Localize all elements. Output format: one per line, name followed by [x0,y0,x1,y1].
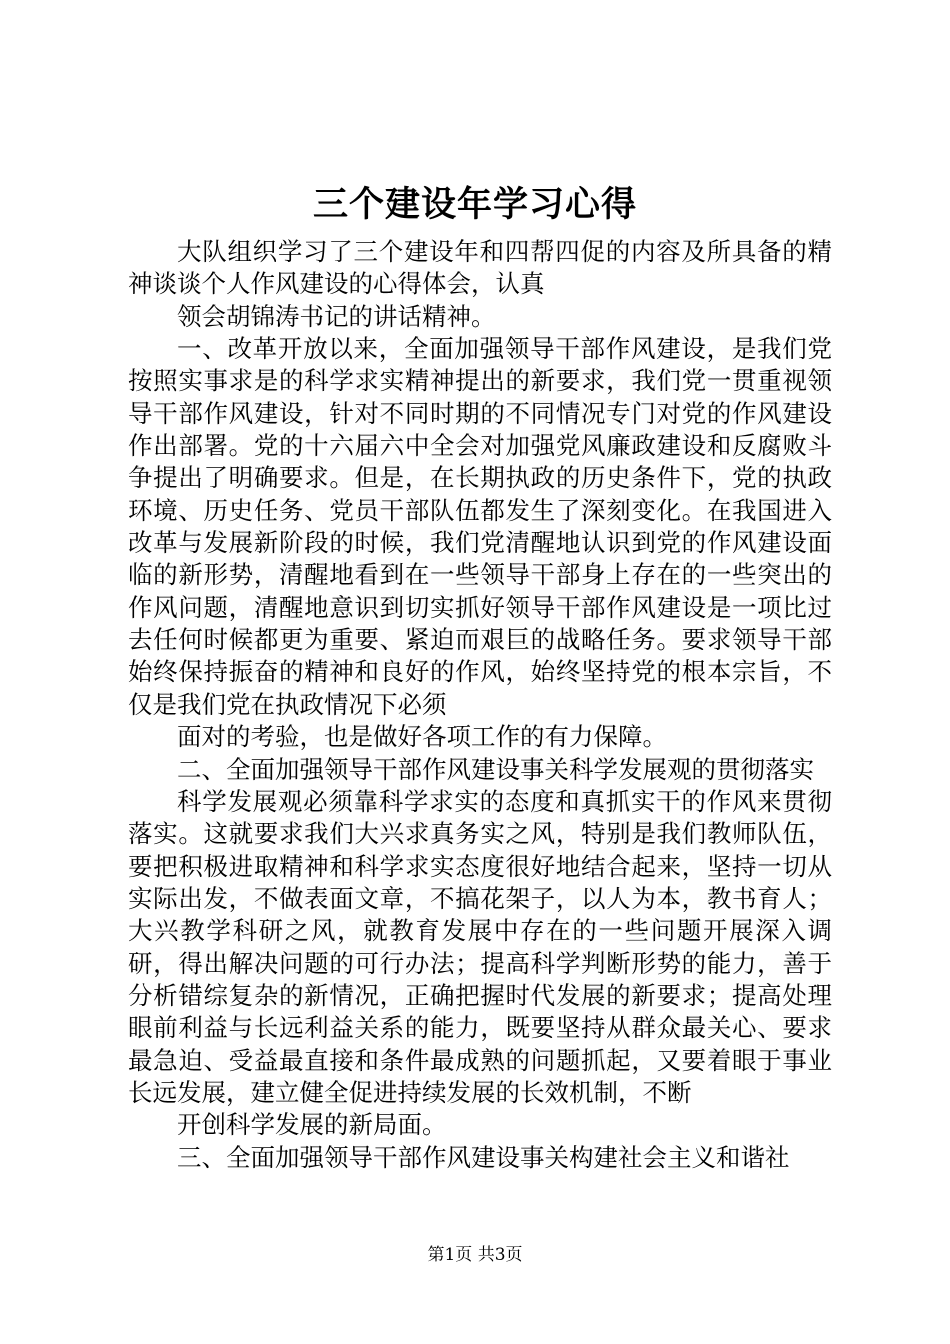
paragraph: 面对的考验，也是做好各项工作的有力保障。 [177,722,667,752]
paragraph: 科学发展观必须靠科学求实的态度和真抓实干的作风来贯彻落实。这就要求我们大兴求真务实之风，特别是我们教师队伍，要把积极进取精神和科学求实态度很好地结合起来，坚持一切从实际出发，不做表面文章，不搞花架子，以人为本，教书育人；大兴教学科研之风，就教育发展中存在的一些问题开展深入调研，得出解决问题的可行办法；提高科学判断形势的能力，善于分析错综复杂的新情况，正确把握时代发展的新要求；提高处理眼前利益与长远利益关系的能力，既要坚持从群众最关心、要求最急迫、受益最直接和条件最成熟的问题抓起，又要着眼于事业长远发展，建立健全促进持续发展的长效机制，不断 [128,786,832,1107]
page-number: 第1页 [427,1245,473,1265]
page-total: 共3页 [477,1245,523,1265]
paragraph: 领会胡锦涛书记的讲话精神。 [177,301,496,331]
document-title: 三个建设年学习心得 [312,184,637,225]
document-body [128,236,832,1174]
paragraph: 开创科学发展的新局面。 [177,1110,447,1140]
paragraph: 一、改革开放以来，全面加强领导干部作风建设，是我们党按照实事求是的科学求实精神提出的新要求，我们党一贯重视领导干部作风建设，针对不同时期的不同情况专门对党的作风建设作出部署。党的十六届六中全会对加强党风廉政建设和反腐败斗争提出了明确要求。但是，在长期执政的历史条件下，党的执政环境、历史任务、党员干部队伍都发生了深刻变化。在我国进入改革与发展新阶段的时候，我们党清醒地认识到党的作风建设面临的新形势，清醒地看到在一些领导干部身上存在的一些突出的作风问题，清醒地意识到切实抓好领导干部作风建设是一项比过去任何时候都更为重要、紧迫而艰巨的战略任务。要求领导干部始终保持振奋的精神和良好的作风，始终坚持党的根本宗旨，不仅是我们党在执政情况下必须 [128,334,832,719]
paragraph: 二、全面加强领导干部作风建设事关科学发展观的贯彻落实 [177,754,814,784]
paragraph: 三、全面加强领导干部作风建设事关构建社会主义和谐社 [177,1142,790,1172]
page-footer [0,1244,950,1266]
paragraph: 大队组织学习了三个建设年和四帮四促的内容及所具备的精神谈谈个人作风建设的心得体会，认真 [128,237,832,299]
